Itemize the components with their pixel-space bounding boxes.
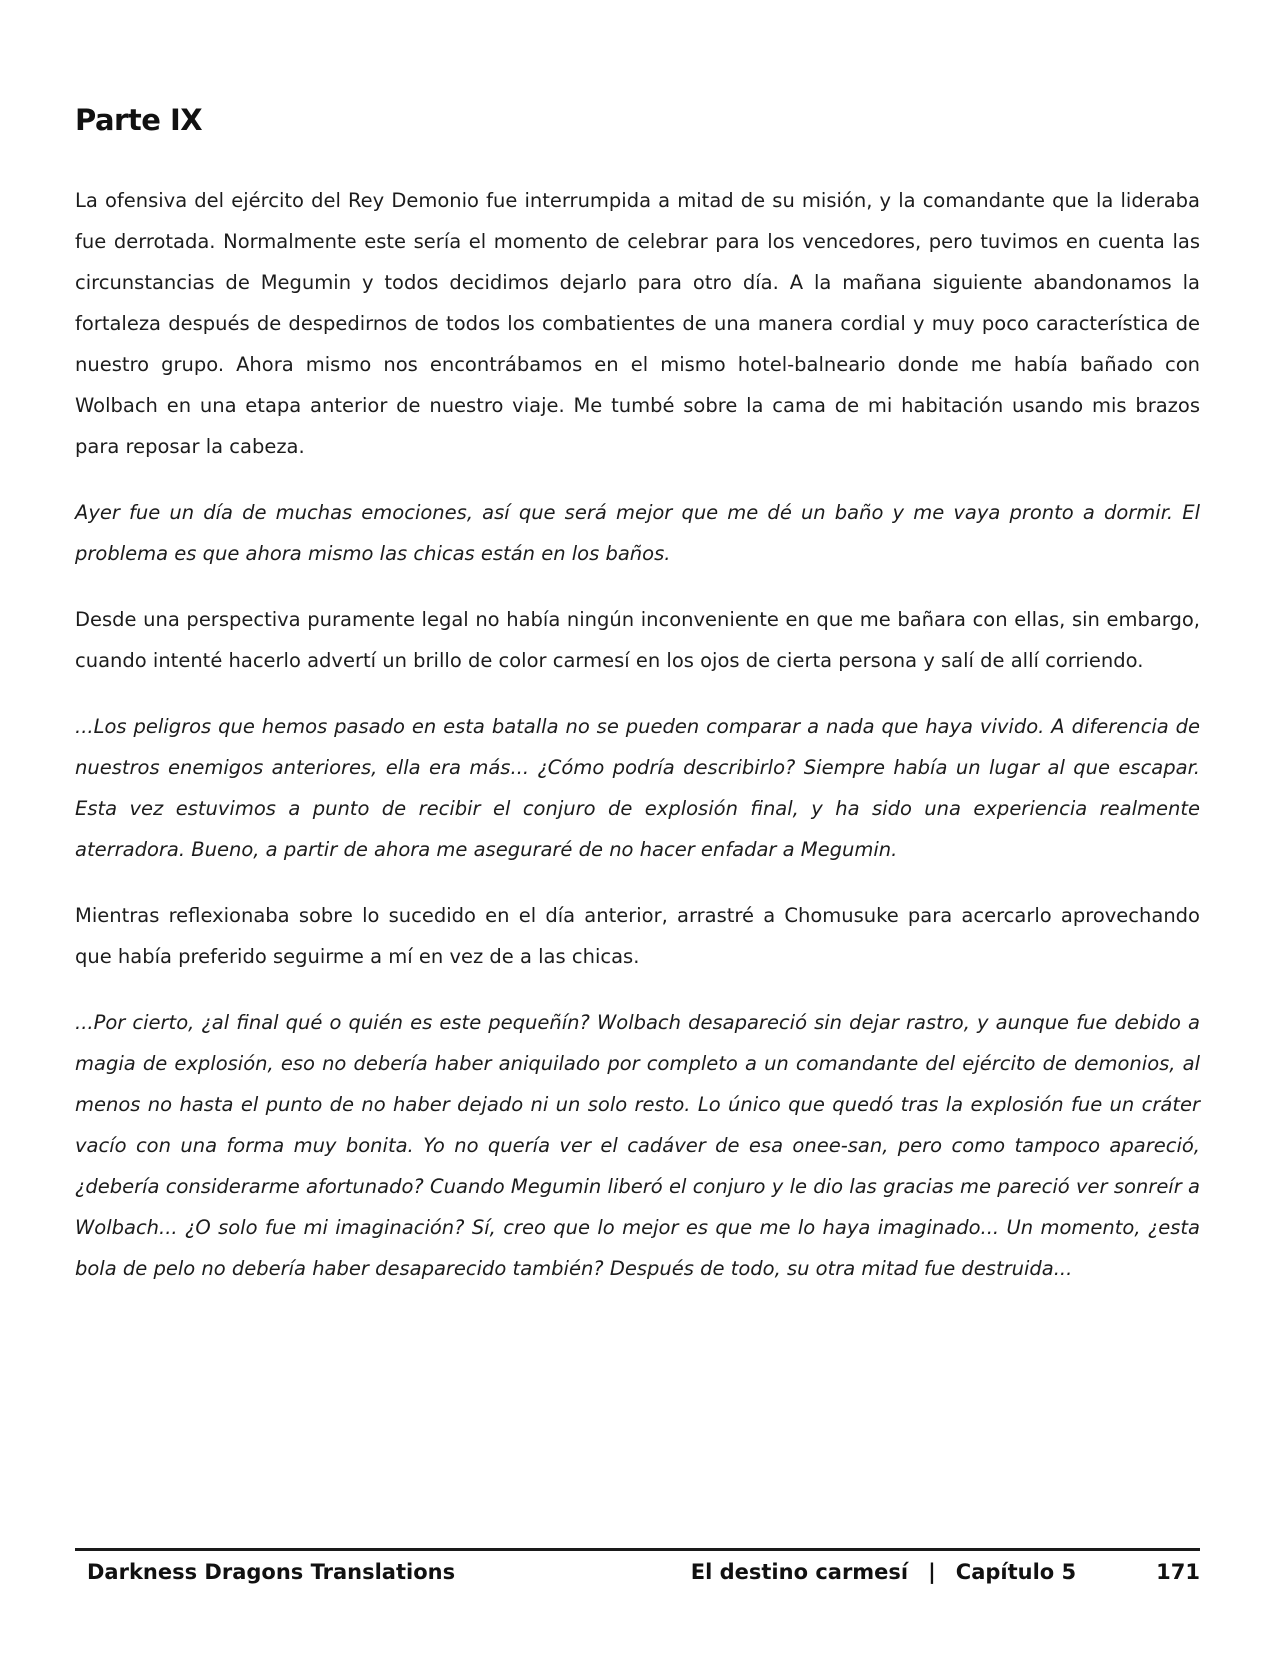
document-page [75,0,1200,1656]
footer-divider [75,1548,1200,1551]
footer-translator: Darkness Dragons Translations [87,1560,456,1584]
footer-right-group [691,1560,1200,1584]
paragraph-2: Ayer fue un día de muchas emociones, así que será mejor que me dé un baño y me vaya pronto a dormir. El problema es que ahora mismo las chicas están en los baños. [75,501,1200,565]
paragraph-1: La ofensiva del ejército del Rey Demonio fue interrumpida a mitad de su misión, y la comandante que la lideraba fue derrotada. Normalmente este sería el momento de celebrar para los vencedores, pero tuvimos en cuenta las circunstancias de Megumin y todos decidimos dejarlo para otro día. A la mañana siguiente abandonamos la fortaleza después de despedirnos de todos los combatientes de una manera cordial y muy poco característica de nuestro grupo. Ahora mismo nos encontrábamos en el mismo hotel-balneario donde me había bañado con Wolbach en una etapa anterior de nuestro viaje. Me tumbé sobre la cama de mi habitación usando mis brazos para reposar la cabeza. [75,189,1200,458]
paragraph-5: Mientras reflexionaba sobre lo sucedido en el día anterior, arrastré a Chomusuke para acercarlo aprovechando que había preferido seguirme a mí en vez de a las chicas. [75,904,1200,968]
page-footer [87,1560,1200,1594]
footer-separator: | [928,1560,936,1584]
paragraph-4: ...Los peligros que hemos pasado en esta batalla no se pueden comparar a nada que haya vivido. A diferencia de nuestros enemigos anteriores, ella era más... ¿Cómo podría describirlo? Siempre había un lugar al que escapar. Esta vez estuvimos a punto de recibir el conjuro de explosión final, y ha sido una experiencia realmente aterradora. Bueno, a partir de ahora me aseguraré de no hacer enfadar a Megumin. [75,715,1200,861]
page-number: 171 [1156,1560,1200,1584]
footer-chapter: Capítulo 5 [955,1560,1077,1584]
paragraph-6: ...Por cierto, ¿al final qué o quién es este pequeñín? Wolbach desapareció sin dejar rastro, y aunque fue debido a magia de explosión, eso no debería haber aniquilado por completo a un comandante del ejército de demonios, al menos no hasta el punto de no haber dejado ni un solo resto. Lo único que quedó tras la explosión fue un cráter vacío con una forma muy bonita. Yo no quería ver el cadáver de esa onee-san, pero como tampoco apareció, ¿debería considerarme afortunado? Cuando Megumin liberó el conjuro y le dio las gracias me pareció ver sonreír a Wolbach... ¿O solo fue mi imaginación? Sí, creo que lo mejor es que me lo haya imaginado... Un momento, ¿esta bola de pelo no debería haber desaparecido también? Después de todo, su otra mitad fue destruida... [75,1011,1200,1280]
body-text [75,180,1200,1314]
paragraph-3: Desde una perspectiva puramente legal no había ningún inconveniente en que me bañara con ellas, sin embargo, cuando intenté hacerlo advertí un brillo de color carmesí en los ojos de cierta persona y salí de allí corriendo. [75,608,1200,672]
footer-book-title: El destino carmesí [690,1560,909,1584]
section-heading: Parte IX [75,103,203,137]
